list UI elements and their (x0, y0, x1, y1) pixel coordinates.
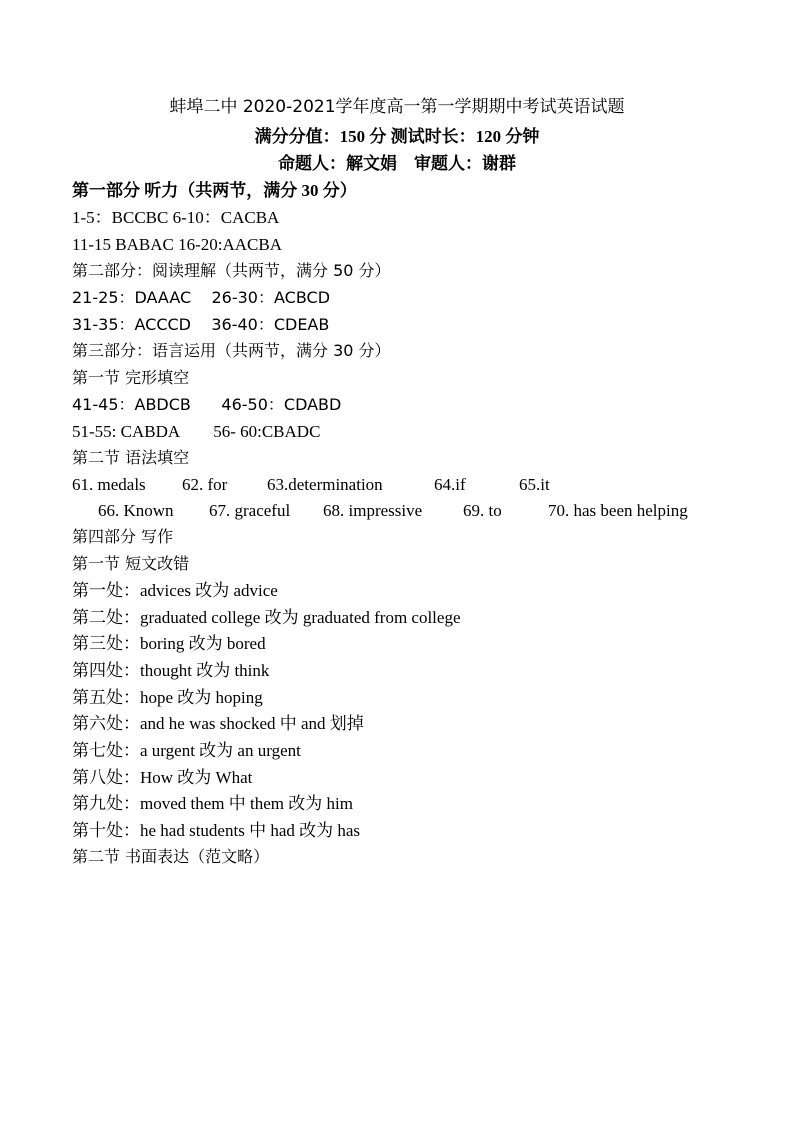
correction-item: 第七处：a urgent 改为 an urgent (72, 741, 301, 760)
part4-heading: 第四部分 写作 (72, 527, 174, 546)
grammar-answer: 63.determination (267, 475, 383, 494)
correction-item: 第五处：hope 改为 hoping (72, 688, 263, 707)
part3-section1-title: 第一节 完形填空 (72, 368, 190, 387)
correction-item: 第九处：moved them 中 them 改为 him (72, 794, 353, 813)
part4-section1-title: 第一节 短文改错 (72, 554, 190, 573)
grammar-answers-row-2 (72, 500, 714, 522)
document-title: 蚌埠二中 2020-2021学年度高一第一学期期中考试英语试题 (169, 97, 625, 117)
grammar-answer: 66. Known (98, 501, 174, 520)
grammar-answers-row-1 (72, 474, 714, 496)
authors-line: 命题人：解文娟 审题人：谢群 (278, 154, 516, 173)
part1-heading: 第一部分 听力（共两节，满分 30 分） (72, 181, 357, 200)
part2-heading: 第二部分：阅读理解（共两节，满分 50 分） (72, 261, 391, 280)
correction-item: 第六处：and he was shocked 中 and 划掉 (72, 714, 364, 733)
grammar-answer: 68. impressive (323, 501, 423, 520)
correction-item: 第四处：thought 改为 think (72, 661, 270, 680)
correction-item: 第二处：graduated college 改为 graduated from college (72, 608, 461, 627)
grammar-answer: 65.it (519, 475, 550, 494)
cloze-answers-1: 41-45：ABDCB 46-50：CDABD (72, 395, 342, 414)
part4-section2-title: 第二节 书面表达（范文略） (72, 847, 270, 866)
correction-item: 第一处：advices 改为 advice (72, 581, 278, 600)
cloze-answers-2: 51-55: CABDA 56- 60:CBADC (72, 422, 321, 441)
correction-item: 第三处：boring 改为 bored (72, 634, 266, 653)
correction-item: 第八处：How 改为 What (72, 768, 253, 787)
grammar-answer: 70. has been helping (548, 501, 688, 520)
grammar-answer: 67. graceful (209, 501, 291, 520)
part3-heading: 第三部分：语言运用（共两节，满分 30 分） (72, 341, 391, 360)
part3-section2-title: 第二节 语法填空 (72, 448, 190, 467)
part2-answers-1: 21-25：DAAAC 26-30：ACBCD (72, 288, 331, 307)
correction-item: 第十处：he had students 中 had 改为 has (72, 821, 361, 840)
score-time-line: 满分分值：150 分 测试时长：120 分钟 (254, 127, 540, 146)
grammar-answer: 61. medals (72, 475, 146, 494)
part2-answers-2: 31-35：ACCCD 36-40：CDEAB (72, 315, 330, 334)
part1-answers-1: 1-5：BCCBC 6-10：CACBA (72, 208, 280, 227)
grammar-answer: 64.if (434, 475, 466, 494)
grammar-answer: 69. to (463, 501, 502, 520)
part1-answers-2: 11-15 BABAC 16-20:AACBA (72, 235, 282, 254)
grammar-answer: 62. for (182, 475, 228, 494)
